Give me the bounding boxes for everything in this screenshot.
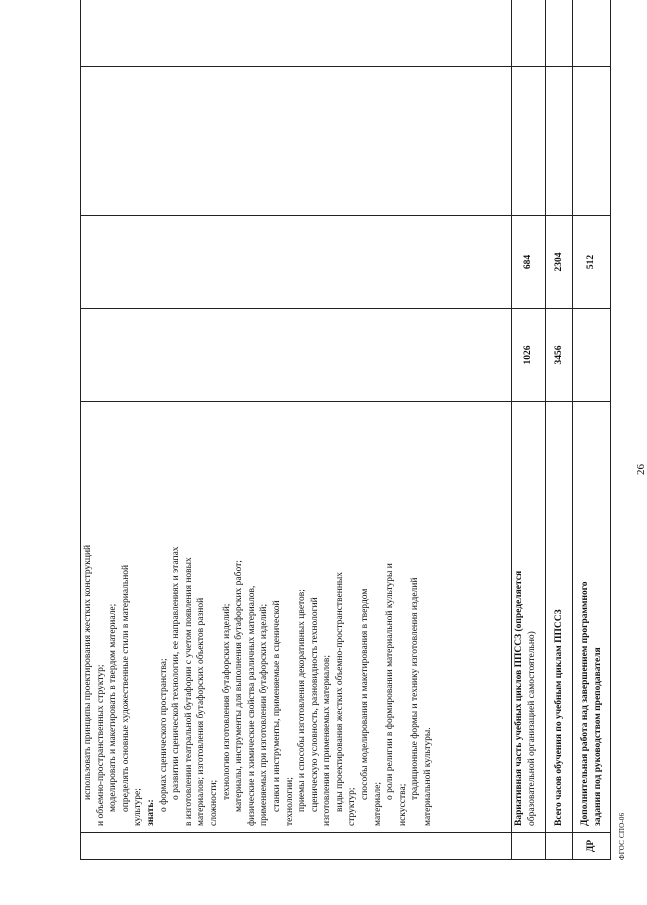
curriculum-line: материалы, инструменты для выполнения бутафорских работ; xyxy=(234,560,245,812)
curriculum-line: использовать принципы проектирования жестких конструкций xyxy=(83,544,93,800)
competence-cell xyxy=(81,402,512,833)
curriculum-line: технологии; xyxy=(284,777,295,826)
table-row xyxy=(81,0,512,860)
variative-mandatory: 684 xyxy=(512,216,546,309)
curriculum-line: традиционные формы и технику изготовления изделий xyxy=(410,577,421,800)
curriculum-line: технологию изготовления бутафорских изделий; xyxy=(221,603,232,800)
curriculum-line: материальной культуры. xyxy=(423,727,434,826)
table-row-variative xyxy=(512,0,546,860)
curriculum-line: знать: xyxy=(145,799,156,826)
rotated-page xyxy=(80,15,647,860)
code-cell xyxy=(81,833,512,860)
curriculum-line: материалов; изготовления бутафорских объектов разной xyxy=(196,597,207,826)
empty-cell xyxy=(546,67,573,216)
variative-total: 1026 xyxy=(512,309,546,402)
empty-cell xyxy=(573,67,611,216)
empty-cell xyxy=(512,0,546,67)
competences-code-cell xyxy=(81,0,512,67)
dr-mandatory: 512 xyxy=(573,216,611,309)
total-label: Всего часов обучения по учебным циклам ППССЗ xyxy=(554,609,565,826)
footer-label: ФГОС СПО-06 xyxy=(618,812,626,860)
curriculum-line: виды проектирования жестких объемно-пространственных xyxy=(334,571,345,812)
dr-label-cell xyxy=(573,402,611,833)
empty-cell xyxy=(546,0,573,67)
curriculum-line: материале; xyxy=(372,781,383,826)
curriculum-line: о развитии сценической технологии, ее направлениях и этапах xyxy=(171,546,182,800)
disciplines-cell xyxy=(81,67,512,216)
variative-note: образовательной организацией самостоятельно) xyxy=(526,631,537,826)
curriculum-line: определять основные художественные стили в материальной xyxy=(120,564,131,812)
table-row-dr xyxy=(573,0,611,860)
total-hours-cell xyxy=(81,309,512,402)
dr-label-line1: Дополнительная работа над завершением программного xyxy=(580,581,591,826)
empty-cell xyxy=(573,0,611,67)
curriculum-line: физические и химические свойства различных материалов, xyxy=(246,585,257,826)
dr-label-line2: задания под руководством преподавателя xyxy=(593,647,603,826)
curriculum-line: сценическую условность, разновидность технологий xyxy=(309,597,320,812)
curriculum-line: в изготовлении театральной бутафории с учетом появления новых xyxy=(183,557,194,826)
code-cell xyxy=(512,833,546,860)
total-label-cell xyxy=(546,402,573,833)
curriculum-line: искусства; xyxy=(397,783,408,826)
variative-label-cell xyxy=(512,402,546,833)
variative-label: Вариативная часть учебных циклов ППССЗ (определяется xyxy=(514,570,524,826)
mandatory-hours-cell xyxy=(81,216,512,309)
curriculum-line: культуре; xyxy=(133,788,144,826)
dr-total xyxy=(573,309,611,402)
curriculum-line: приемы и способы изготовления декоративных цветов; xyxy=(297,589,308,812)
curriculum-line: применяемых при изготовлении бутафорских изделий; xyxy=(259,603,270,826)
curriculum-line: изготовления и применяемых материалов; xyxy=(322,655,333,826)
total-mandatory: 2304 xyxy=(546,216,573,309)
total-hours: 3456 xyxy=(546,309,573,402)
dr-code: ДР xyxy=(573,833,611,860)
curriculum-line: и объемно-пространственных структур; xyxy=(95,664,106,826)
curriculum-line: сложности; xyxy=(208,779,219,826)
curriculum-line: способы моделирования и макетирования в твердом xyxy=(360,588,371,800)
curriculum-line: моделировать и макетировать в твердом материале; xyxy=(108,603,119,812)
curriculum-line: о формах сценического пространства; xyxy=(158,658,169,812)
curriculum-line: структур; xyxy=(347,787,358,826)
table-row-total xyxy=(546,0,573,860)
page-number: 26 xyxy=(635,464,647,475)
curriculum-text xyxy=(82,406,435,826)
empty-cell xyxy=(512,67,546,216)
curriculum-line: станки и инструменты, применяемые в сценической xyxy=(271,600,282,812)
code-cell xyxy=(546,833,573,860)
curriculum-line: о роли религии в формировании материальной культуры и xyxy=(385,563,396,800)
curriculum-table xyxy=(80,0,611,860)
